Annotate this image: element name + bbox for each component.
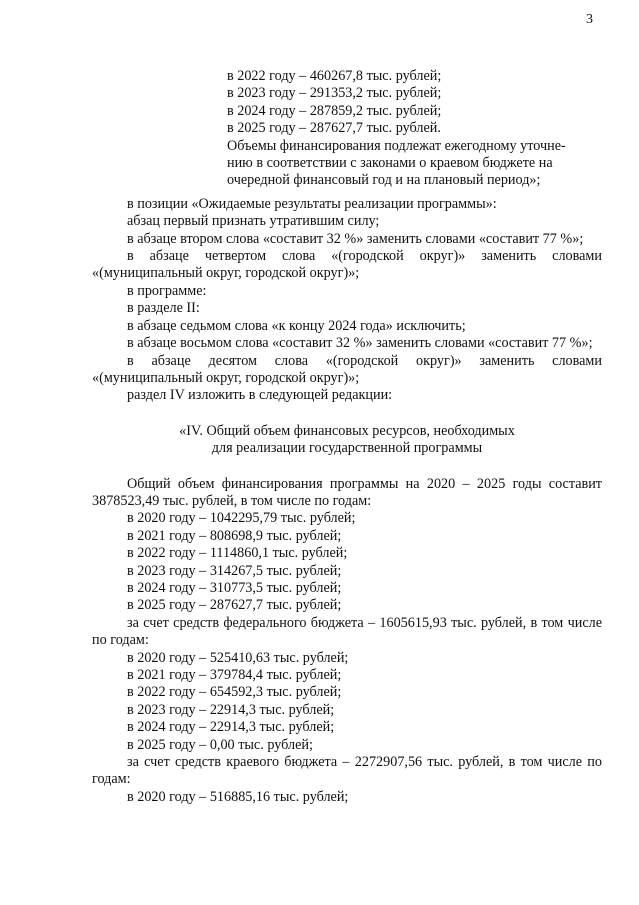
amendment-section-4: раздел IV изложить в следующей редакции: [127, 387, 393, 404]
section-heading-line2: для реализации государственной программы [211, 440, 483, 457]
funding-note-line: Объемы финансирования подлежат ежегодному уточне- [227, 137, 566, 154]
federal-funding-year: в 2025 году – 0,00 тыс. рублей; [127, 736, 313, 753]
funding-year-line: в 2023 году – 291353,2 тыс. рублей; [227, 85, 442, 102]
funding-note-line: нию в соответствии с законами о краевом бюджете на [227, 155, 553, 172]
federal-funding-years [92, 650, 602, 754]
funding-year-line: в 2024 году – 287859,2 тыс. рублей; [227, 102, 442, 119]
amendment-in-program: в программе: [127, 282, 207, 299]
amendment-position-expected: в позиции «Ожидаемые результаты реализации программы»: [127, 195, 497, 212]
regional-funding-years [92, 789, 602, 806]
total-funding-years [92, 510, 602, 614]
total-funding-intro: Общий объем финансирования программы на 2020 – 2025 годы составит 3878523,49 тыс. рублей, в том числе по годам: [92, 475, 602, 509]
amendment-para-fourth: в абзаце четвертом слова «(городской округ)» заменить словами «(муниципальный округ, городской округ)»; [92, 248, 602, 282]
amendment-para-seventh: в абзаце седьмом слова «к концу 2024 года» исключить; [127, 317, 466, 334]
section-heading [92, 423, 602, 458]
amendment-para-second: в абзаце втором слова «составит 32 %» заменить словами «составит 77 %»; [127, 230, 584, 247]
federal-funding-year: в 2020 году – 525410,63 тыс. рублей; [127, 649, 349, 666]
funding-years-top [92, 68, 602, 190]
amendment-para-tenth: в абзаце десятом слова «(городской округ)» заменить словами «(муниципальный округ, городской округ)»; [92, 352, 602, 386]
amendment-para-first: абзац первый признать утратившим силу; [127, 213, 380, 230]
amendment-in-section-2: в разделе II: [127, 300, 200, 317]
total-funding-year: в 2021 году – 808698,9 тыс. рублей; [127, 527, 342, 544]
federal-funding-year: в 2024 году – 22914,3 тыс. рублей; [127, 719, 335, 736]
federal-funding-year: в 2022 году – 654592,3 тыс. рублей; [127, 684, 342, 701]
funding-year-line: в 2025 году – 287627,7 тыс. рублей. [227, 120, 441, 137]
regional-funding-year: в 2020 году – 516885,16 тыс. рублей; [127, 788, 349, 805]
amendment-para-eighth: в абзаце восьмом слова «составит 32 %» заменить словами «составит 77 %»; [127, 335, 593, 352]
regional-funding-intro: за счет средств краевого бюджета – 2272907,56 тыс. рублей, в том числе по годам: [92, 754, 602, 788]
funding-year-line: в 2022 году – 460267,8 тыс. рублей; [227, 68, 442, 84]
federal-funding-year: в 2021 году – 379784,4 тыс. рублей; [127, 667, 342, 683]
page-number: 3 [586, 12, 593, 27]
total-funding-year: в 2025 году – 287627,7 тыс. рублей; [127, 597, 342, 614]
federal-funding-year: в 2023 году – 22914,3 тыс. рублей; [127, 701, 335, 718]
total-funding-year: в 2024 году – 310773,5 тыс. рублей; [127, 579, 342, 596]
funding-note-line: очередной финансовый год и на плановый период»; [227, 172, 541, 189]
federal-funding-intro: за счет средств федерального бюджета – 1605615,93 тыс. рублей, в том числе по годам: [92, 614, 602, 649]
section-heading-line1: «IV. Общий объем финансовых ресурсов, необходимых [179, 422, 515, 439]
total-funding-year: в 2020 году – 1042295,79 тыс. рублей; [127, 510, 356, 527]
document-body [92, 68, 602, 806]
total-funding-year: в 2022 году – 1114860,1 тыс. рублей; [127, 545, 348, 562]
total-funding-year: в 2023 году – 314267,5 тыс. рублей; [127, 562, 342, 579]
